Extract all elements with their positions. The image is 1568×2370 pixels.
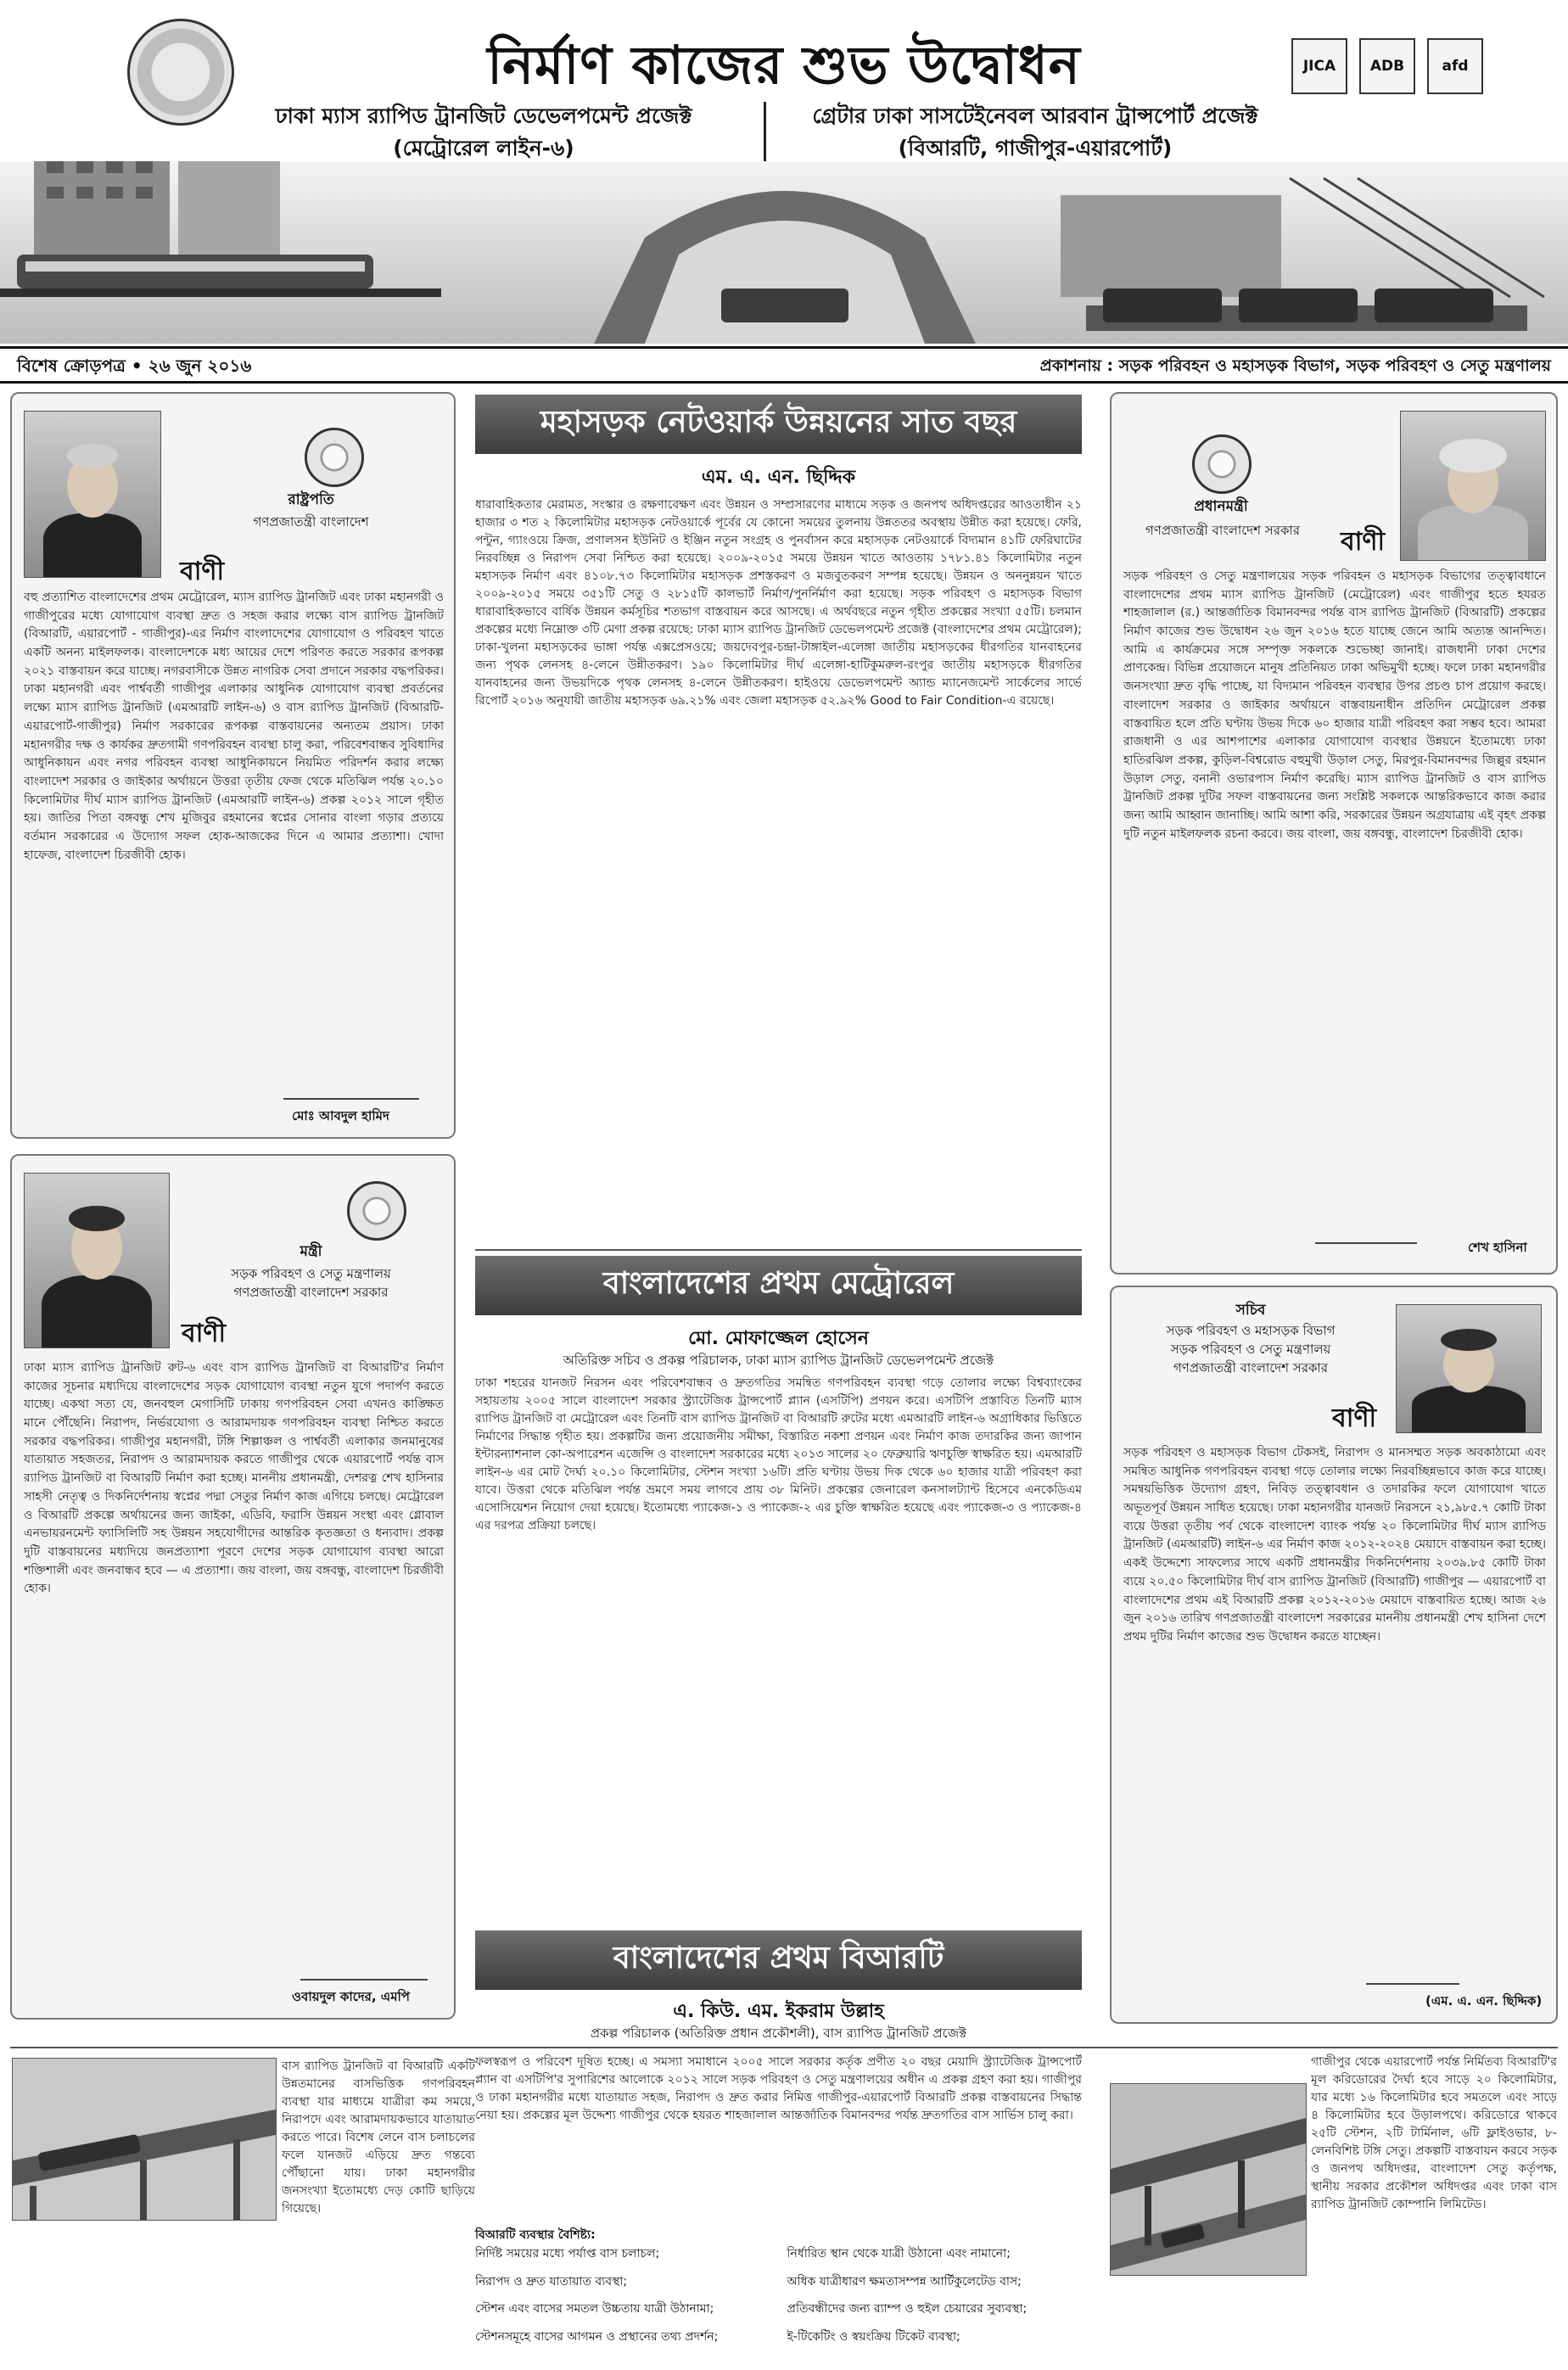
pm-message [1110, 392, 1558, 1275]
minister-message [10, 1154, 456, 2020]
project-left-sub: (মেট্রোরেল লাইন-৬) [393, 135, 574, 160]
project-left-name: ঢাকা ম্যাস র‍্যাপিড ট্রানজিট ডেভেলপমেন্ট প্রজেক্ট [275, 104, 692, 128]
brt-text-right: গাজীপুর থেকে এয়ারপোর্ট পর্যন্ত নির্মিতব্য বিআরটি'র মূল করিডোরের দৈর্ঘ্য হবে সাড়ে ২০ কিলোমিটার, যার মধ্যে ১৬ কিলোমিটার হবে সমতলে এবং সাড়ে ৪ কিলোমিটার হবে উড়ালপথে। করিডোরে থাকবে ২৫টি স্টেশন, ২টি টার্মিনাল, ৬টি ফ্লাইওভার, ৮-লেনবিশিষ্ট টঙ্গি সেতু। প্রকল্পটি বাস্তবায়ন করবে সড়ক ও জনপথ অধিদপ্তর, বাংলাদেশ সেতু কর্তৃপক্ষ, স্থানীয় সরকার প্রকৌশল অধিদপ্তর এবং ঢাকা বাস র‍্যাপিড ট্রানজিট কোম্পানি লিমিটেড। [1311, 2055, 1557, 2211]
brt-text-left: বাস র‍্যাপিড ট্রানজিট বা বিআরটি একটি উন্নতমানের বাসভিত্তিক গণপরিবহন ব্যবস্থা যার মাধ্যমে যাত্রীরা কম সময়ে, নিরাপদে এবং আরামদায়কভাবে যাতায়াত করতে পারে। বিশেষ লেনে বাস চলাচলের ফলে যানজট এড়িয়ে দ্রুত গন্তব্যে পৌঁছানো যায়। ঢাকা মহানগরীর জনসংখ্যা ইতোমধ্যে দেড় কোটি ছাড়িয়ে গিয়েছে। [282, 2059, 475, 2216]
brt-feature-item: স্টেশন এবং বাসের সমতল উচ্চতায় যাত্রী উঠানামা; [475, 2302, 714, 2316]
brt-features [475, 2244, 1082, 2355]
article1-text: ধারাবাহিকতার মেরামত, সংস্কার ও রক্ষণাবেক্ষণ এবং উন্নয়ন ও সম্প্রসারণের মাধ্যমে সড়ক ও জনপথ অধিদপ্তরের আওতাধীন ২১ হাজার ৩ শত ২ কিলোমিটার মহাসড়ক নেটওয়ার্কে পূর্বের যে কোনো সময়ের তুলনায় উন্নততর অবস্থায় উন্নীত করা হয়েছে। ফেরি, পন্টুন, গ্যাংওয়ে ক্রিজ, প্রণালসন ইউনিট ও ইঞ্জিন নতুন সংগ্রহ ও পুনর্বাসন করে মহাসড়ক নেটওয়ার্কে বিদ্যমান ৪১টি ফেরিঘাটের নিরবচ্ছিন্ন ও নিরাপদ সেবা নিশ্চিত করা হয়েছে। ২০০৯-২০১৫ সময়ে উন্নয়ন খাতে আওতায় ১৭৮১.৪১ কিলোমিটার নতুন মহাসড়ক নির্মাণ এবং ৪১০৮.৭৩ কিলোমিটার মহাসড়ক প্রশস্তকরণ ও মজবুতকরণ সম্পন্ন হয়েছে। উন্নয়ন ও অননুন্নয়ন খাতে ২০০৯-২০১৫ সময়ে ৩৫১টি সেতু ও ২৮১৫টি কালভার্ট নির্মাণ/পুনর্নির্মাণ করা হয়েছে। সড়ক পরিবহণ ও মহাসড়ক বিভাগ ধারাবাহিকভাবে বার্ষিক উন্নয়ন কর্মসূচির শতভাগ বাস্তবায়ন করে আসছে। এ অর্থবছরে নতুন গৃহীত প্রকল্পের সংখ্যা ৫৫টি। চলমান প্রকল্পের মধ্যে নিম্নোক্ত ৩টি মেগা প্রকল্প রয়েছে: ঢাকা ম্যাস র‍্যাপিড ট্রানজিট ডেভেলপমেন্ট প্রজেক্ট (বাংলাদেশের প্রথম মেট্রোরেল); ঢাকা-খুলনা মহাসড়কের ভাঙ্গা পর্যন্ত এক্সপ্রেসওয়ে; জয়দেবপুর-চন্দ্রা-টাঙ্গাইল-এলেঙ্গা জাতীয় মহাসড়কের ধীরগতির যানবাহনের জন্য পৃথক লেনসহ ৪-লেনে উন্নীতকরণ। ১৯০ কিলোমিটার দীর্ঘ এলেঙ্গা-হাটিকুমরুল-রংপুর জাতীয় মহাসড়কে ধীরগতির যানবাহনের জন্য উভয়দিকে পৃথক লেনসহ ৪-লেনে উন্নীতকরণ। হাইওয়ে ডেভেলপমেন্ট অ্যান্ড ম্যানেজমেন্ট সার্কেলের সার্ভে রিপোর্ট ২০১৬ অনুযায়ী জাতীয় মহাসড়ক ৬৯.২১% এবং জেলা মহাসড়ক ৫২.৯২% Good to Fair Condition-এ রয়েছে। [475, 498, 1082, 708]
project-left [221, 100, 747, 164]
masthead-illustration [0, 161, 1568, 344]
article3-title: বাংলাদেশের প্রথম বিআরটি [475, 1930, 1082, 1990]
minister-message-text: ঢাকা ম্যাস র‍্যাপিড ট্রানজিট রুট-৬ এবং বাস র‍্যাপিড ট্রানজিট বা বিআরটি'র নির্মাণ কাজের সূচনার মধ্যদিয়ে বাংলাদেশের সড়ক যোগাযোগ ব্যবস্থা নতুন যুগে পদার্পণ করতে যাচ্ছে। একথা সত্য যে, জনবহুল মেগাসিটি ঢাকায় গণপরিবহন সেবা এখনও কাঙ্ক্ষিত মানে পৌঁছেনি। নিরাপদ, নির্ভরযোগ্য ও আরামদায়ক গণপরিবহন ব্যবস্থা নিশ্চিত করতে সরকার বদ্ধপরিকর। গাজীপুর মহানগরী, টঙ্গি শিল্পাঞ্চল ও পার্শ্ববর্তী এলাকার জনমানুষের যাতায়াত সহজতর, নিরাপদ ও আরামদায়ক করতে গাজীপুর থেকে এয়ারপোর্ট পর্যন্ত বাস র‍্যাপিড ট্রানজিট বা বিআরটি নির্মাণ করা হচ্ছে। মাননীয় প্রধানমন্ত্রী, দেশরত্ন শেখ হাসিনার সাহসী নেতৃত্ব ও দিকনির্দেশনায় স্বপ্নের পদ্মা সেতুর নির্মাণ কাজ এগিয়ে চলছে। মেট্রোরেল ও বিআরটি প্রকল্পে অর্থায়নের জন্য জাইকা, এডিবি, ফরাসি উন্নয়ন সংস্থা এবং গ্লোবাল এনভায়রনমেন্ট ফ্যাসিলিটি সহ উন্নয়ন সহযোগীদের আন্তরিক কৃতজ্ঞতা ও ধন্যবাদ। প্রকল্প দুটি বাস্তবায়নের মধ্যদিয়ে জনপ্রত্যাশা পূরণে দেশের সড়ক যোগাযোগ ব্যবস্থা আরো শক্তিশালী এবং জনবান্ধব হবে — এ প্রত্যাশা। জয় বাংলা, জয় বঙ্গবন্ধু, বাংলাদেশ চিরজীবী হোক। [24, 1361, 444, 1596]
jica-logo: JICA [1291, 38, 1347, 94]
brt-features-title: বিআরটি ব্যবস্থার বৈশিষ্ট্য: [475, 2228, 596, 2242]
president-message-text: বহু প্রত্যাশিত বাংলাদেশের প্রথম মেট্রোরেল, ম্যাস র‍্যাপিড ট্রানজিট এবং ঢাকা মহানগরী ও গাজীপুরের মধ্যে যোগাযোগ ব্যবস্থা দ্রুত ও সহজ করার লক্ষ্যে বাস র‍্যাপিড ট্রানজিট (বিআরটি, এয়ারপোর্ট - গাজীপুর)-এর নির্মাণ বাংলাদেশের যোগাযোগ ও পরিবহণ খাতে একটি অনন্য মাইলফলক। বাংলাদেশকে মধ্য আয়ের দেশে পরিণত করতে সরকার রূপকল্প ২০২১ বাস্তবায়ন করে যাচ্ছে। নগরবাসীকে উন্নত নাগরিক সেবা প্রদানে সরকার বদ্ধপরিকর। ঢাকা মহানগরী এবং পার্শ্ববর্তী গাজীপুর এলাকার আধুনিক যোগাযোগ ব্যবস্থা প্রবর্তনের লক্ষ্যে ম্যাস র‍্যাপিড ট্রানজিট (এমআরটি লাইন-৬) ও বাস র‍্যাপিড ট্রানজিট (বিআরটি-এয়ারপোর্ট-গাজীপুর) নির্মাণ সরকারের রূপকল্প বাস্তবায়নের অন্যতম প্রয়াস। ঢাকা মহানগরীর দক্ষ ও কার্যকর দ্রুতগামী গণপরিবহন ব্যবস্থা চালু করা, পরিবেশবান্ধব সুবিধাদির আধুনিকায়ন এবং নগর পরিবহন ব্যবস্থা আধুনিকায়নে নিয়মিত পরিদর্শন করার লক্ষ্যে বাংলাদেশ সরকার ও জাইকার অর্থায়নে উত্তরা তৃতীয় ফেজ থেকে মতিঝিল পর্যন্ত ২০.১০ কিলোমিটার দীর্ঘ ম্যাস র‍্যাপিড ট্রানজিট (এমআরটি লাইন-৬) প্রকল্প ২০১২ সালে গৃহীত হয়। জাতির পিতা বঙ্গবন্ধু শেখ মুজিবুর রহমানের স্বপ্নের সোনার বাংলা গড়ার প্রত্যয়ে বর্তমান সরকারের এ উদ্যোগ সফল হোক-আজকের দিনে এ আমার প্রত্যাশা। খোদা হাফেজ, বাংলাদেশ চিরজীবী হোক। [24, 591, 444, 862]
pm-message-text: সড়ক পরিবহণ ও সেতু মন্ত্রণালয়ের সড়ক পরিবহন ও মহাসড়ক বিভাগের তত্ত্বাবধানে বাংলাদেশের প্রথম ম্যাস র‍্যাপিড ট্রানজিট (মেট্রোরেল) এবং গাজীপুর হতে হযরত শাহজালাল (র.) আন্তর্জাতিক বিমানবন্দর পর্যন্ত বাস র‍্যাপিড ট্রানজিট (বিআরটি) প্রকল্পের নির্মাণ কাজের শুভ উদ্বোধন ২৬ জুন ২০১৬ হতে যাচ্ছে জেনে আমি অত্যন্ত আনন্দিত। আমি এ কার্যক্রমের সঙ্গে সম্পৃক্ত সকলকে শুভেচ্ছা জানাই। রাজধানী ঢাকা দেশের প্রাণকেন্দ্র। বিভিন্ন প্রয়োজনে মানুষ প্রতিনিয়ত ঢাকা অভিমুখী হচ্ছে। ফলে ঢাকা মহানগরীর জনসংখ্যা দ্রুত বৃদ্ধি পাচ্ছে, যা বিদ্যমান পরিবহন ব্যবস্থার উপর প্রচণ্ড চাপ প্রয়োগ করছে। বাংলাদেশ সরকার ও জাইকার অর্থায়নে বাস্তবায়নাধীন প্রতিদিন মেট্রোরেল প্রকল্প বাস্তবায়িত হলে প্রতি ঘণ্টায় উভয় দিকে ৬০ হাজার যাত্রী পরিবহণ করা সম্ভব হবে। আমরা রাজধানী ও এর আশপাশের এলাকার যোগাযোগ ব্যবস্থার উন্নয়নে ইতোমধ্যে ঢাকা হাতিরঝিল প্রকল্প, কুড়িল-বিশ্বরোড বহুমুখী উড়াল সেতু, মিরপুর-বিমানবন্দর জিল্লুর রহমান উড়াল সেতু, বনানী ওভারপাস নির্মাণ করেছি। ম্যাস র‍্যাপিড ট্রানজিট ও বাস র‍্যাপিড ট্রানজিট প্রকল্প দুটির সফল বাস্তবায়নের জন্য সংশ্লিষ্ট সকলকে আন্তরিকভাবে কাজ করার জন্য আমি আহ্বান জানাচ্ছি। আমি আশা করি, সরকারের উন্নয়ন অগ্রযাত্রায় এই বৃহৎ প্রকল্প দুটি নতুন মাইলফলক রচনা করবে। জয় বাংলা, জয় বঙ্গবন্ধু, বাংলাদেশ চিরজীবী হোক। [1123, 569, 1546, 841]
minister-signature [300, 1945, 428, 1981]
supplement-band [0, 346, 1568, 384]
president-role: রাষ্ট্রপতি [288, 491, 334, 508]
publisher-line: প্রকাশনায় : সড়ক পরিবহন ও মহাসড়ক বিভাগ, সড়ক পরিবহণ ও সেতু মন্ত্রণালয় [1039, 356, 1551, 375]
president-message [10, 392, 456, 1139]
brt-feature-item: ই-টিকেটিং ও স্বয়ংক্রিয় টিকেট ব্যবস্থা; [787, 2329, 960, 2344]
secretary-message-text: সড়ক পরিবহণ ও মহাসড়ক বিভাগ টেকসই, নিরাপদ ও মানসম্মত সড়ক অবকাঠামো এবং সমন্বিত আধুনিক গণপরিবহন ব্যবস্থা গড়ে তোলার লক্ষ্যে নিরবচ্ছিন্নভাবে কাজ করে যাচ্ছে। সমন্বয়ভিত্তিক উদ্যোগ গ্রহণ, নিবিড় তত্ত্বাবধান ও তদারকির ফলে যোগাযোগ খাতে অভূতপূর্ব উন্নয়ন সাধিত হয়েছে। ঢাকা মহানগরীর যানজট নিরসনে ২১,৯৮৫.৭ কোটি টাকা ব্যয়ে উত্তরা তৃতীয় পর্ব থেকে বাংলাদেশ ব্যাংক পর্যন্ত ২০ কিলোমিটার দীর্ঘ ম্যাস র‍্যাপিড ট্রানজিট (এমআরটি) লাইন-৬ এর নির্মাণ কাজ ২০১২-২০২৪ মেয়াদে বাস্তবায়ন করা হচ্ছে। একই উদ্দেশ্যে সাফল্যের সাথে একটি প্রধানমন্ত্রীর দিকনির্দেশনায় ২০৩৯.৮৫ কোটি টাকা ব্যয়ে ২০.৫০ কিলোমিটার দীর্ঘ বাস র‍্যাপিড ট্রানজিট (বিআরটি) গাজীপুর — এয়ারপোর্ট বা বাংলাদেশের প্রথম এই বিআরটি প্রকল্প ২০১২-২০১৬ মেয়াদে বাস্তবায়িত হচ্ছে। আজ ২৬ জুন ২০১৬ তারিখ গণপ্রজাতন্ত্রী বাংলাদেশ সরকারের মাননীয় প্রধানমন্ত্রী শেখ হাসিনা দেশে প্রথম দুটির নির্মাণ কাজের শুভ উদ্বোধন করতে যাচ্ছেন। [1123, 1446, 1546, 1644]
secretary-photo [1396, 1304, 1542, 1433]
secretary-message [1110, 1286, 1558, 2024]
bottom-divider [10, 2047, 1558, 2048]
pm-role: প্রধানমন্ত্রী [1194, 498, 1248, 515]
president-name: মোঃ আবদুল হামিদ [292, 1108, 389, 1123]
brt-flyover-image [1110, 2083, 1307, 2276]
pm-name: শেখ হাসিনা [1468, 1240, 1527, 1255]
minister-role: মন্ত্রী [300, 1243, 322, 1260]
minister-name: ওবায়দুল কাদের, এমপি [292, 1989, 410, 2004]
brt-feature-item: নিরাপদ ও দ্রুত যাতায়াত ব্যবস্থা; [475, 2274, 628, 2289]
article1-divider [475, 1249, 1082, 1251]
partner-logos [1291, 38, 1483, 94]
secretary-bani: বাণী [1332, 1404, 1377, 1433]
secretary-role: সচিব [1235, 1302, 1266, 1319]
article2-text: ঢাকা শহরের যানজট নিরসন এবং পরিবেশবান্ধব ও দ্রুতগতির সমন্বিত গণপরিবহন ব্যবস্থা গড়ে তোলার লক্ষ্যে বিশ্বব্যাংকের সহায়তায় ২০০৫ সালে বাংলাদেশ সরকার স্ট্র্যাটেজিক ট্রান্সপোর্ট প্ল্যান (এসটিপি) প্রণয়ন করে। এসটিপি প্রস্তাবিত তিনটি ম্যাস র‍্যাপিড ট্রানজিট বা মেট্রোরেল এবং তিনটি বাস র‍্যাপিড ট্রানজিট বা বিআরটি রুটের মধ্যে এমআরটি লাইন-৬ অগ্রাধিকার ভিত্তিতে নির্মাণের সিদ্ধান্ত গৃহীত হয়। প্রকল্পটির জন্য প্রয়োজনীয় সমীক্ষা, বিস্তারিত নকশা প্রণয়ন এবং নির্মাণ কাজ তদারকির জন্য জাপান ইন্টারন্যাশনাল কো-অপারেশন এজেন্সি ও বাংলাদেশ সরকারের মধ্যে ২০১৩ সালের ২০ ফেব্রুয়ারি ঋণচুক্তি স্বাক্ষরিত হয়। এমআরটি লাইন-৬ এর মোট দৈর্ঘ্য ২০.১০ কিলোমিটার, স্টেশন সংখ্যা ১৬টি। প্রতি ঘণ্টায় উভয় দিক থেকে ৬০ হাজার যাত্রী পরিবহণ করা যাবে। উত্তরা থেকে মতিঝিল পর্যন্ত ভ্রমণে সময় লাগবে প্রায় ৩৮ মিনিট। প্রকল্পের জেনারেল কনসালট্যান্ট হিসেবে এনকেডিএম এসোসিয়েশন নিয়োগ দেয়া হয়েছে। ইতোমধ্যে প্যাকেজ-১ ও প্যাকেজ-২ এর চুক্তি স্বাক্ষরিত হয়েছে এবং প্যাকেজ-৩ ও প্যাকেজ-৪ এর দরপত্র প্রক্রিয়া চলছে। [475, 1376, 1082, 1532]
president-bani: বাণী [180, 557, 225, 586]
minister-bani: বাণী [182, 1319, 227, 1348]
pm-org: গণপ্রজাতন্ত্রী বাংলাদেশ সরকার [1145, 523, 1301, 538]
minister-photo [24, 1173, 170, 1348]
project-right-sub: (বিআরটি, গাজীপুর-এয়ারপোর্ট) [898, 135, 1173, 160]
masthead-title: নির্মাণ কাজের শুভ উদ্বোধন [487, 34, 1081, 96]
article1-author: এম. এ. এন. ছিদ্দিক [701, 467, 856, 488]
secretary-name: (এম. এ. এন. ছিদ্দিক) [1425, 1993, 1543, 2009]
minister-org: সড়ক পরিবহণ ও সেতু মন্ত্রণালয় [231, 1266, 391, 1281]
brt-feature-item: প্রতিবন্ধীদের জন্য র‍্যাম্প ও হুইল চেয়ারের সুব্যবস্থা; [787, 2302, 1028, 2316]
president-seal-icon [305, 428, 364, 487]
president-signature [283, 1064, 419, 1100]
president-org: গণপ্রজাতন্ত্রী বাংলাদেশ [253, 514, 369, 529]
article2-title: বাংলাদেশের প্রথম মেট্রোরেল [475, 1256, 1082, 1315]
brt-elevated-image [12, 2058, 277, 2221]
brt-feature-item: অধিক যাত্রীধারণ ক্ষমতাসম্পন্ন আর্টিকুলেটেড বাস; [787, 2274, 1022, 2289]
secretary-signature [1366, 1949, 1459, 1985]
afd-logo: afd [1427, 38, 1483, 94]
project-right [781, 100, 1290, 164]
brt-feature-item: নির্ধারিত স্থান থেকে যাত্রী উঠানো এবং নামানো; [787, 2247, 1011, 2261]
supplement-date: বিশেষ ক্রোড়পত্র • ২৬ জুন ২০১৬ [17, 356, 252, 376]
adb-logo: ADB [1359, 38, 1415, 94]
brt-text-middle: ফলস্বরূপ ও পরিবেশ দূষিত হচ্ছে। এ সমস্যা সমাধানে ২০০৫ সালে সরকার কর্তৃক প্রণীত ২০ বছর মেয়াদি স্ট্র্যাটেজিক ট্রান্সপোর্ট প্ল্যান বা এসটিপি'র সুপারিশের আলোকে ২০১২ সালে সড়ক পরিবহণ ও সেতু মন্ত্রণালয়ের অধীন এ প্রকল্প গ্রহণ করা হয়। গাজীপুর ও ঢাকা মহানগরীর মধ্যে যাতায়াত সহজ, নিরাপদ ও দ্রুত করার নিমিত্ত গাজীপুর-এয়ারপোর্ট বিআরটি প্রকল্প বাস্তবায়নের সিদ্ধান্ত নেয়া হয়। প্রকল্পের মূল উদ্দেশ্য গাজীপুর থেকে হযরত শাহজালাল আন্তর্জাতিক বিমানবন্দর পর্যন্ত দ্রুতগতির বাস সার্ভিস চালু করা। [475, 2055, 1082, 2122]
article1-title: মহাসড়ক নেটওয়ার্ক উন্নয়নের সাত বছর [475, 395, 1082, 454]
article2-author: মো. মোফাজ্জেল হোসেন [688, 1328, 869, 1349]
article3-author-sub: প্রকল্প পরিচালক (অতিরিক্ত প্রধান প্রকৌশলী), বাস র‍্যাপিড ট্রানজিট প্রজেক্ট [590, 2025, 967, 2041]
project-divider [764, 102, 766, 170]
secretary-org: সড়ক পরিবহণ ও মহাসড়ক বিভাগ [1166, 1323, 1336, 1338]
president-photo [24, 411, 161, 578]
minister-seal-icon [347, 1181, 406, 1241]
brt-feature-item: স্টেশনসমূহে বাসের আগমন ও প্রস্থানের তথ্য প্রদর্শন; [475, 2329, 719, 2344]
secretary-org3: গণপ্রজাতন্ত্রী বাংলাদেশ সরকার [1173, 1360, 1329, 1375]
pm-signature [1315, 1208, 1417, 1244]
pm-bani: বাণী [1341, 527, 1386, 557]
masthead [0, 0, 1568, 376]
article3-author: এ. কিউ. এম. ইকরাম উল্লাহ [673, 2001, 884, 2022]
secretary-org2: সড়ক পরিবহণ ও সেতু মন্ত্রণালয় [1170, 1342, 1331, 1357]
pm-photo [1400, 411, 1546, 561]
article2-author-sub: অতিরিক্ত সচিব ও প্রকল্প পরিচালক, ঢাকা ম্যাস র‍্যাপিড ট্রানজিট ডেভেলপমেন্ট প্রজেক্ট [563, 1353, 994, 1368]
project-right-name: গ্রেটার ঢাকা সাসটেইনেবল আরবান ট্রান্সপোর্ট প্রজেক্ট [812, 104, 1258, 128]
pm-seal-icon [1192, 434, 1252, 494]
brt-feature-item: নির্দিষ্ট সময়ের মধ্যে পর্যাপ্ত বাস চলাচল; [475, 2247, 660, 2261]
minister-org2: গণপ্রজাতন্ত্রী বাংলাদেশ সরকার [233, 1285, 389, 1300]
